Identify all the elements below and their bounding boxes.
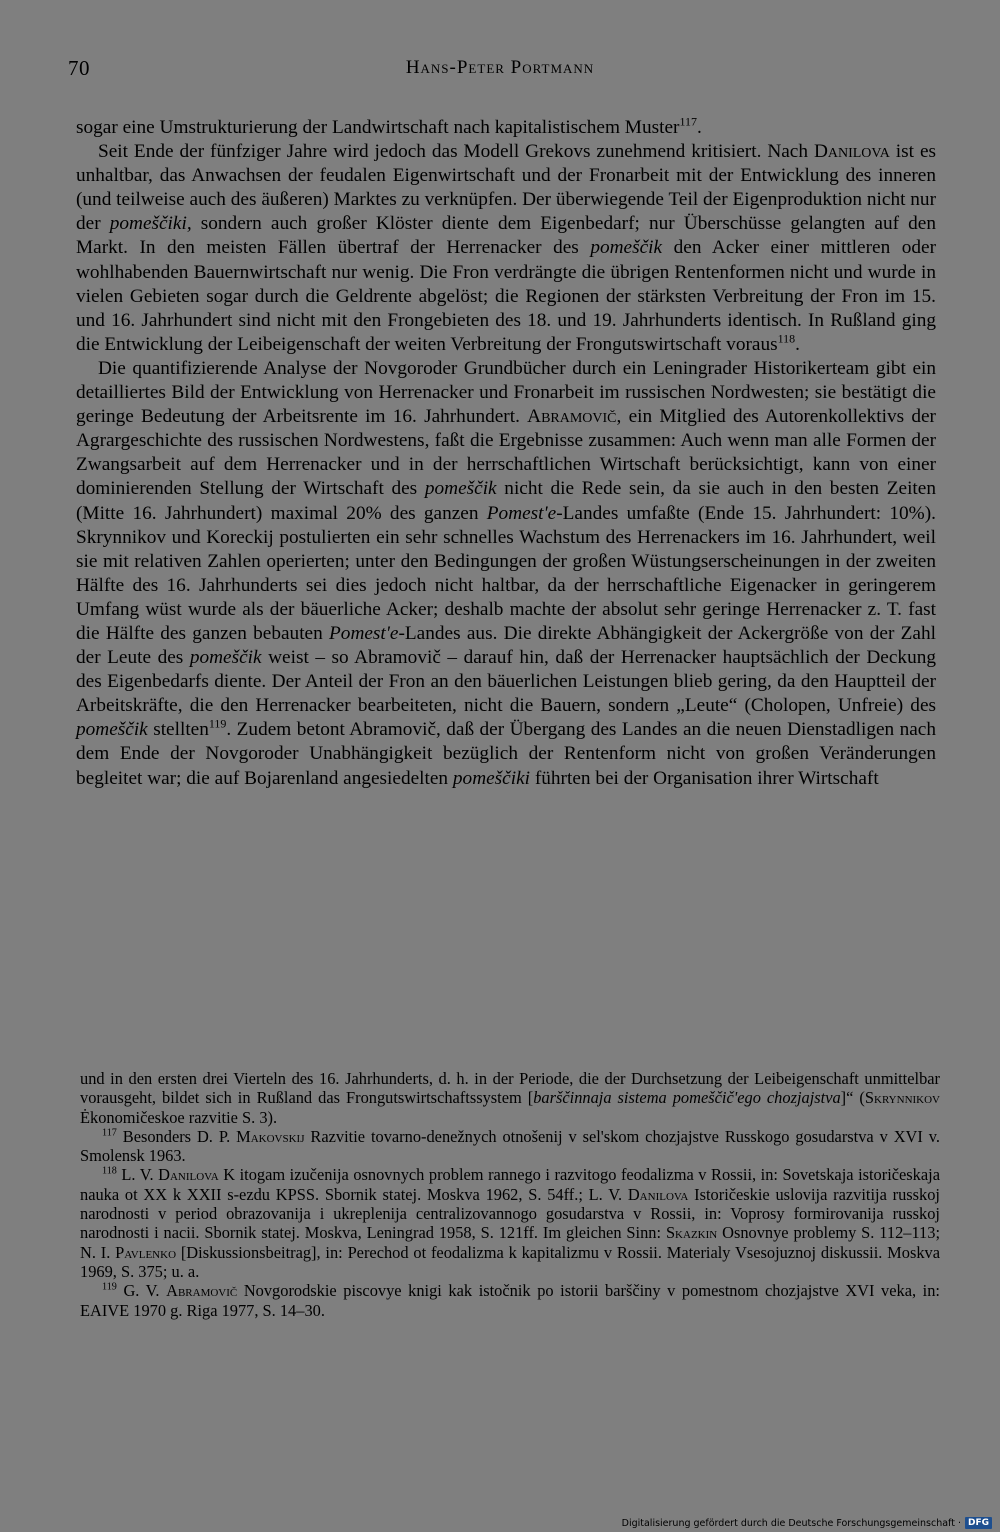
italic-term: Pomest'e	[486, 502, 557, 524]
text-run: Istoričeskie uslovija razvitija russkoj narodnosti v period obrazovanija i ukreplenija centralizovannogo gosudarstva v Rossii, in: Voprosy formirovanija russkoj narodnosti i nacii. Sbornik statej. Moskva, Leningrad 1958, S. 121ff. Im gleichen Sinn:	[80, 1184, 940, 1243]
text-run: und in den ersten drei Vierteln des 16. Jahrhunderts, d. h. in der Periode, die der Durchsetzung der Leibeigenschaft unmittelbar vorausgeht, bildet sich in Rußland das Frongutswirtschaftssystem [	[80, 1069, 940, 1108]
author-name: Skrynnikov	[864, 1088, 941, 1108]
italic-term: pomeščik	[76, 719, 148, 741]
text-run: Ėkonomičeskoe razvitie S. 3).	[80, 1107, 278, 1127]
main-text	[76, 116, 936, 791]
text-run: den Acker einer mittleren oder wohlhabenden Bauernwirtschaft nur wenig. Die Fron verdrängte die übrigen Rentenformen nicht und wurde in vielen Gebieten sogar durch die Geldrente abgelöst; die Regionen der stärksten Verbreitung der Fron im 15. und 16. Jahrhundert sind nicht mit den Frongebieten des 18. und 19. Jahrhunderts identisch. In Rußland ging die Entwicklung der Leibeigenschaft der weiten Verbreitung der Frongutswirtschaft voraus	[76, 237, 936, 355]
footnote-number: 119	[102, 1281, 117, 1293]
footnote-ref-118: 118	[777, 331, 796, 346]
text-run: .	[795, 333, 800, 355]
text-run: führten bei der Organisation ihrer Wirtschaft	[530, 767, 879, 789]
text-run: G. V.	[116, 1281, 167, 1301]
text-run: Besonders D. P.	[116, 1126, 237, 1146]
credit-text: Digitalisierung gefördert durch die Deutsche Forschungsgemeinschaft ·	[621, 1517, 961, 1529]
text-run: , ein Mitglied des Autorenkollektivs der Agrargeschichte des russischen Nordwestens, faßt die Ergebnisse zusammen: Auch wenn man alle Formen der Zwangsarbeit auf dem Herrenacker und in der herrschaftlichen Wirtschaft berücksichtigt, kann von einer dominierenden Stellung der Wirtschaft des	[76, 406, 936, 500]
text-run: weist – so Abramovič – darauf hin, daß der Herrenacker hauptsächlich der Deckung des Eigenbedarfs diente. Der Anteil der Fron an den bäuerlichen Leistungen blieb gering, da den Hauptteil der Arbeitskräfte, die den Herrenacker bearbeiteten, nicht die Bauern, sondern „Leute“ (Cholopen, Unfreie) des	[76, 647, 936, 717]
paragraph-2	[76, 140, 936, 357]
italic-term: pomeščik	[189, 647, 262, 669]
italic-term: barščinnaja sistema pomeščič'ego chozjajstva	[533, 1088, 841, 1108]
text-run: Die quantifizierende Analyse der Novgoroder Grundbücher durch ein Leningrader Historikerteam gibt ein detailliertes Bild der Entwicklung von Herrenacker und Fronarbeit im russischen Nordwesten; sie bestätigt die geringe Bedeutung der Arbeitsrente im 16. Jahrhundert.	[76, 357, 936, 428]
text-run: -Landes umfaßte (Ende 15. Jahrhundert: 10%). Skrynnikov und Koreckij postulierten ein sehr schnelles Wachstum des Herrenackers im 16. Jahrhundert, weil sie mit relativen Zahlen operierten; unter den Bedingungen der großen Wüstungserscheinungen in der zweiten Hälfte des 16. Jahrhunderts sei dies jedoch nicht haltbar, da der herrschaftliche Eigenacker in geringerem Umfang wüst wurde als der bäuerliche Acker; deshalb machte der absolut sehr geringe Herrenacker z. T. fast die Hälfte des ganzen bebauten	[76, 502, 936, 644]
italic-term: pomeščik	[424, 478, 497, 500]
footnote-118	[80, 1165, 940, 1281]
text-run: Seit Ende der fünfziger Jahre wird jedoch das Modell Grekovs zunehmend kritisiert. Nach	[98, 141, 814, 163]
paragraph-3	[76, 357, 936, 791]
text-run: sondern auch großer Klöster diente dem Eigenbedarf; nur Überschüsse gelangten auf den Markt. In den meisten Fällen übertraf der Herrenacker des	[76, 213, 936, 259]
footnote-number: 118	[102, 1166, 117, 1178]
dfg-logo: DFG	[965, 1517, 992, 1529]
italic-term: pomeščik	[590, 237, 663, 259]
page-number: 70	[68, 56, 90, 80]
text-run: nicht die Rede sein, da sie auch in den besten Zeiten (Mitte 16. Jahrhundert) maximal 20% des ganzen	[76, 478, 936, 524]
digitization-credit	[622, 1517, 992, 1529]
author-name: Skazkin	[665, 1223, 718, 1243]
text-run: .	[696, 117, 702, 138]
footnote-continuation	[80, 1069, 940, 1127]
author-name: Danilova	[158, 1165, 219, 1185]
footnote-119	[80, 1281, 940, 1320]
footnote-117	[80, 1127, 940, 1166]
text-run: ist es unhaltbar, das Anwachsen der feudalen Eigenwirtschaft und der Fronarbeit mit der Entwicklung des inneren (und teilweise auch des äußeren) Marktes zu verknüpfen. Der überwiegende Teil der Eigenproduktion nicht nur der	[76, 141, 937, 235]
italic-term: pomeščiki,	[109, 213, 192, 235]
text-run: sogar eine Umstrukturierung der Landwirtschaft nach kapitalistischem Muster	[76, 117, 680, 138]
text-run: Novgorodskie piscovye knigi kak istočnik po istorii barščiny v pomestnom chozjajstve XVI veka, in: EAIVE 1970 g. Riga 1977, S. 14–30.	[80, 1281, 940, 1320]
paragraph-1	[76, 116, 936, 140]
text-run: stellten	[147, 719, 209, 741]
text-run: Razvitie tovarno-denežnych otnošenij v sel'skom chozjajstve Russkogo gosudarstva v XVI v. Smolensk 1963.	[80, 1126, 940, 1166]
author-name: Danilova	[627, 1184, 689, 1204]
text-run: -Landes aus. Die direkte Abhängigkeit der Ackergröße von der Zahl der Leute des	[76, 622, 936, 669]
running-head: Hans-Peter Portmann	[405, 57, 595, 78]
text-run: ]“ (	[840, 1088, 865, 1108]
italic-term: Pomest'e	[329, 622, 399, 644]
author-name: Makovskij	[236, 1126, 305, 1146]
footnotes	[80, 1069, 940, 1320]
footnote-ref-119: 119	[208, 716, 227, 731]
text-run: L. V.	[116, 1165, 159, 1185]
author-name: Abramovič	[527, 406, 617, 428]
author-name: Abramovič	[166, 1281, 238, 1301]
text-run: [Diskussionsbeitrag], in: Perechod ot feodalizma k kapitalizmu v Rossii. Materialy Vsesojuznoj diskussii. Moskva 1969, S. 375; u. a.	[80, 1242, 940, 1281]
author-name: Pavlenko	[115, 1242, 177, 1262]
footnote-ref-117: 117	[679, 114, 697, 129]
footnote-number: 117	[102, 1127, 117, 1139]
author-name: Danilova	[813, 141, 890, 163]
italic-term: pomeščiki	[452, 767, 531, 789]
text-run: K itogam izučenija osnovnych problem rannego i razvitogo feodalizma v Rossii, in: Sovetskaja istoričeskaja nauka ot XX k XXII s-ezdu KPSS. Sbornik statej. Moskva 1962, S. 54ff.; L. V.	[80, 1165, 940, 1204]
text-run: . Zudem betont Abramovič, daß der Übergang des Landes an die neuen Dienstadligen nach dem Ende der Novgoroder Unabhängigkeit bezüglich der Rentenform nicht von großen Veränderungen begleitet war; die auf Bojarenland angesiedelten	[76, 719, 936, 789]
text-run: Osnovnye problemy S. 112–113; N. I.	[80, 1223, 940, 1262]
